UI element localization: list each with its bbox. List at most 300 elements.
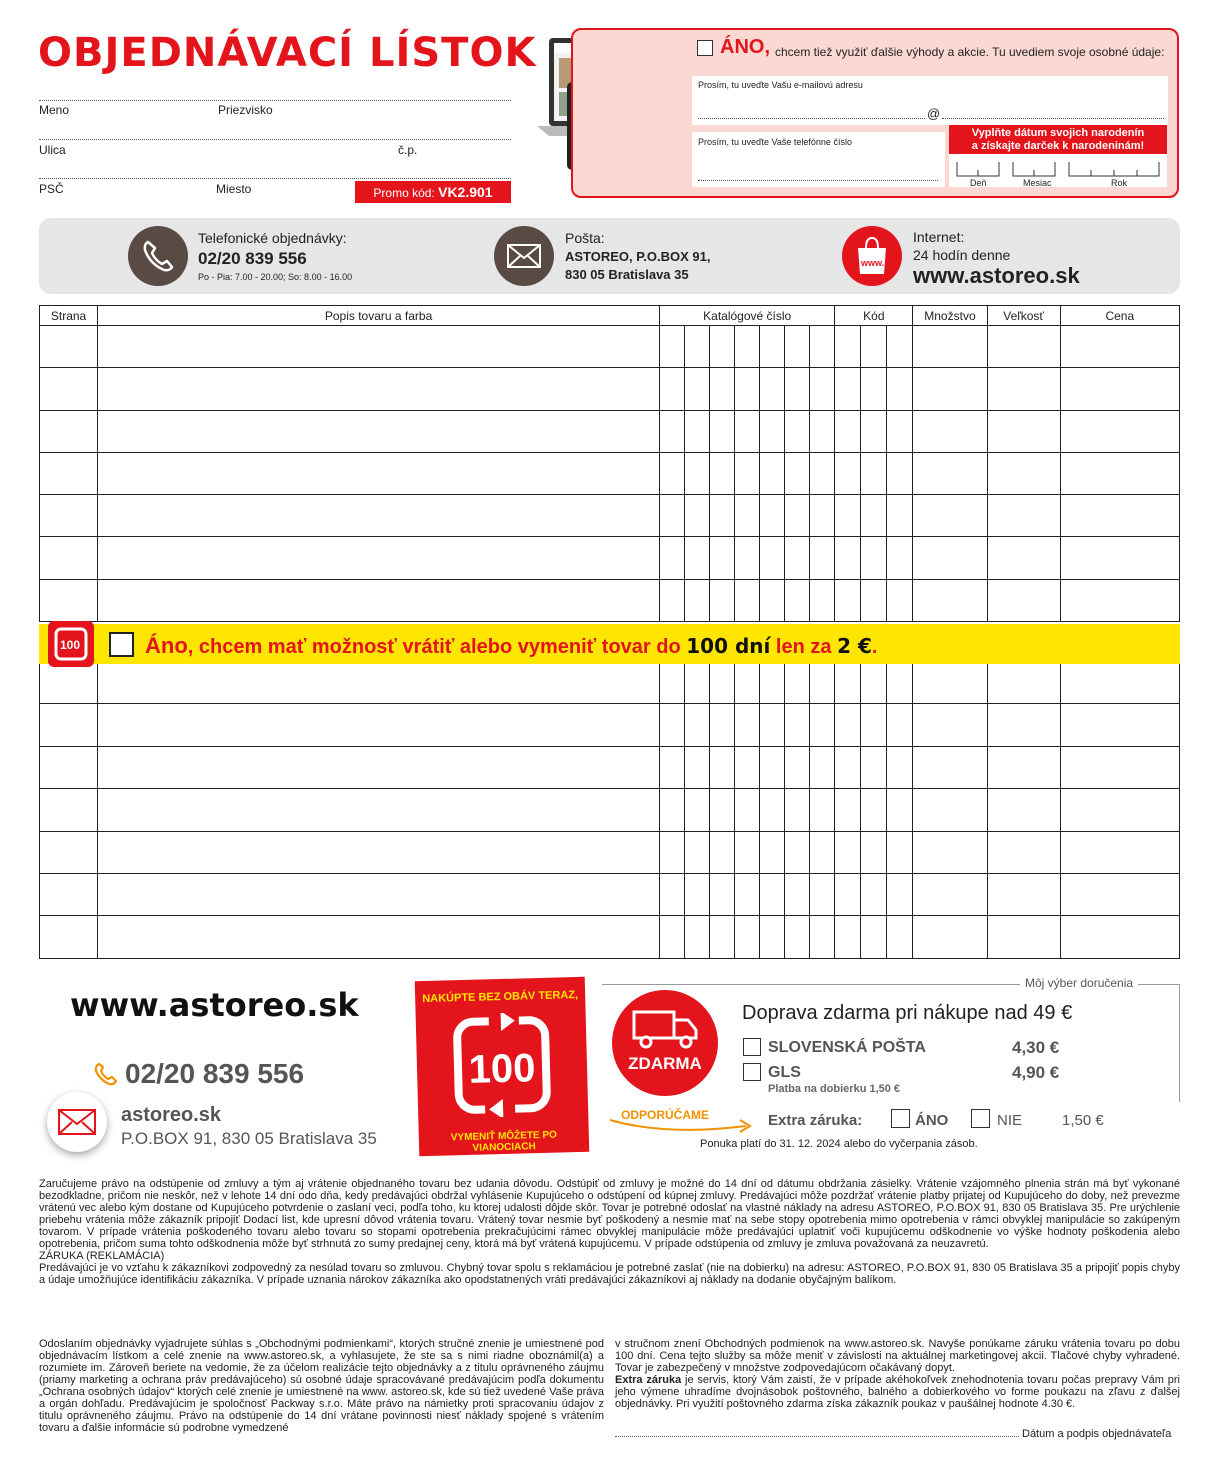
order-cell[interactable] [40, 326, 98, 368]
order-cell[interactable] [685, 579, 710, 621]
phone-label: Prosím, tu uveďte Vaše telefónne číslo [698, 137, 852, 147]
order-cell[interactable] [40, 579, 98, 621]
order-cell[interactable] [810, 537, 835, 579]
order-cell[interactable] [1060, 368, 1179, 410]
optin-text: chcem tiež využiť ďalšie výhody a akcie. Tu uvediem svoje osobné údaje: [775, 45, 1165, 59]
order-cell[interactable] [835, 452, 861, 494]
order-cell[interactable] [835, 704, 861, 746]
order-cell[interactable] [735, 579, 760, 621]
order-cell[interactable] [785, 495, 810, 537]
order-cell[interactable] [40, 831, 98, 873]
order-cell[interactable] [987, 495, 1060, 537]
order-cell[interactable] [660, 579, 685, 621]
order-cell[interactable] [887, 537, 913, 579]
order-cell[interactable] [735, 916, 760, 958]
order-cell[interactable] [98, 368, 660, 410]
legal-withdrawal: Zaručujeme právo na odstúpenie od zmluvy a tým aj vrátenie objednaného tovaru bez udania dôvodu. Odstúpiť od zmluvy je možné do 14 dní od dátumu obdržania zásielky. Vrátenie vzájomného plnenia strán má byť vykonané bezodkladne, pričom nie neskôr, než v lehote 14 dní odo dňa, kedy predávajúci obdržal vyhlásenie Kupujúceho o odstúpení od kúpnej zmluvy. Predávajúci môže pozdržať vrátenie platby prijatej od Kupujúceho do doby, než prevezme vrátenú vec alebo kým dostane od Kupujúceho potvrdenie o zaslaní veci, podľa toho, ku ktorej udalosti dôjde skôr. Tovar je potrebné odoslať na vlastné náklady na adresu ASTOREO, P.O.BOX 91, 830 05 Bratislava 35. Pre urýchlenie priebehu vrátenia môže zákazník pripojiť Dodací list, kde upresní dôvod vrátenia tovaru. Vrátený tovar nesmie byť poškodený a nesmie mať na sebe stopy opotrebenia mimo opotrebenia v rámci obvyklej manipulácie so zakúpeným tovarom. V prípade vrátenia poškodeného tovaru alebo tovaru so stopami opotrebenia prekračujúcimi rámec obvyklej manipulácie môže predávajúci uplatniť voči kupujúcemu odškodnenie vo výške hodnoty poškodenia alebo opotrebenia, pričom suma tohto odškodnenia môže byť strhnutá zo sumy predajnej ceny, ktorá má byť vrátená kupujúcemu. V prípade odstúpenia od zmluvy je zmluva považovaná za neuzavretú. [39, 1178, 1180, 1250]
order-cell[interactable] [660, 789, 685, 831]
warranty-no-checkbox[interactable] [971, 1109, 990, 1128]
order-cell[interactable] [760, 495, 785, 537]
order-cell[interactable] [710, 326, 735, 368]
order-row[interactable] [40, 789, 1180, 831]
gls-checkbox[interactable] [743, 1063, 761, 1081]
order-cell[interactable] [785, 452, 810, 494]
order-cell[interactable] [913, 368, 987, 410]
order-cell[interactable] [861, 662, 887, 704]
order-cell[interactable] [913, 537, 987, 579]
email-local-input[interactable] [698, 118, 925, 119]
order-cell[interactable] [760, 537, 785, 579]
order-cell[interactable] [685, 326, 710, 368]
order-cell[interactable] [710, 874, 735, 916]
order-cell[interactable] [710, 495, 735, 537]
order-cell[interactable] [735, 874, 760, 916]
street-line[interactable] [39, 139, 511, 140]
order-cell[interactable] [98, 410, 660, 452]
birthdate-input[interactable] [955, 160, 1163, 180]
order-cell[interactable] [913, 746, 987, 788]
order-cell[interactable] [40, 916, 98, 958]
order-cell[interactable] [987, 916, 1060, 958]
order-cell[interactable] [98, 789, 660, 831]
order-cell[interactable] [887, 368, 913, 410]
badge-number: 100 [468, 1046, 537, 1092]
email-domain-input[interactable] [942, 118, 1164, 119]
order-cell[interactable] [660, 410, 685, 452]
order-cell[interactable] [835, 831, 861, 873]
order-cell[interactable] [835, 916, 861, 958]
return-text2: len za [770, 636, 838, 658]
order-cell[interactable] [1060, 704, 1179, 746]
order-cell[interactable] [98, 495, 660, 537]
order-cell[interactable] [660, 916, 685, 958]
order-cell[interactable] [40, 662, 98, 704]
order-cell[interactable] [660, 368, 685, 410]
order-cell[interactable] [785, 662, 810, 704]
order-cell[interactable] [1060, 452, 1179, 494]
order-cell[interactable] [810, 368, 835, 410]
order-cell[interactable] [685, 495, 710, 537]
delivery-legend: Môj výber doručenia [1020, 976, 1138, 990]
order-cell[interactable] [735, 746, 760, 788]
order-cell[interactable] [710, 579, 735, 621]
order-cell[interactable] [861, 789, 887, 831]
web-url[interactable]: www.astoreo.sk [913, 263, 1080, 288]
return-badge-text: 100 [60, 638, 81, 652]
order-cell[interactable] [785, 537, 810, 579]
order-cell[interactable] [685, 452, 710, 494]
order-cell[interactable] [861, 410, 887, 452]
order-cell[interactable] [40, 704, 98, 746]
promo-code-box [355, 181, 511, 203]
order-row[interactable] [40, 662, 1180, 704]
order-row[interactable] [40, 537, 1180, 579]
order-cell[interactable] [987, 746, 1060, 788]
order-cell[interactable] [987, 326, 1060, 368]
return-offer-text [145, 633, 877, 659]
order-cell[interactable] [760, 831, 785, 873]
order-cell[interactable] [760, 662, 785, 704]
order-cell[interactable] [98, 537, 660, 579]
slovenska-posta-checkbox[interactable] [743, 1038, 761, 1056]
phone-input[interactable] [698, 180, 938, 181]
order-cell[interactable] [913, 874, 987, 916]
order-cell[interactable] [1060, 495, 1179, 537]
order-cell[interactable] [98, 579, 660, 621]
den-label: Deň [970, 178, 987, 188]
order-cell[interactable] [98, 326, 660, 368]
order-cell[interactable] [685, 789, 710, 831]
order-cell[interactable] [98, 704, 660, 746]
order-cell[interactable] [785, 704, 810, 746]
return-days: 100 dní [686, 634, 771, 658]
order-cell[interactable] [760, 789, 785, 831]
order-cell[interactable] [835, 579, 861, 621]
order-cell[interactable] [835, 789, 861, 831]
order-cell[interactable] [810, 916, 835, 958]
order-cell[interactable] [735, 368, 760, 410]
order-cell[interactable] [760, 410, 785, 452]
order-cell[interactable] [40, 495, 98, 537]
order-cell[interactable] [685, 662, 710, 704]
return-offer-checkbox[interactable] [109, 632, 134, 657]
order-cell[interactable] [987, 410, 1060, 452]
order-cell[interactable] [685, 537, 710, 579]
order-cell[interactable] [685, 916, 710, 958]
order-cell[interactable] [913, 662, 987, 704]
return-price: 2 € [837, 634, 872, 658]
order-cell[interactable] [735, 410, 760, 452]
order-cell[interactable] [810, 495, 835, 537]
order-row[interactable] [40, 579, 1180, 621]
order-cell[interactable] [861, 495, 887, 537]
order-cell[interactable] [710, 831, 735, 873]
order-cell[interactable] [913, 579, 987, 621]
order-cell[interactable] [913, 916, 987, 958]
order-cell[interactable] [987, 874, 1060, 916]
promo-code: VK2.901 [438, 184, 493, 200]
order-row[interactable] [40, 368, 1180, 410]
email-label: Prosím, tu uveďte Vašu e-mailovú adresu [698, 80, 863, 90]
order-cell[interactable] [1060, 579, 1179, 621]
order-cell[interactable] [913, 704, 987, 746]
order-cell[interactable] [887, 452, 913, 494]
order-cell[interactable] [40, 789, 98, 831]
order-cell[interactable] [861, 326, 887, 368]
order-cell[interactable] [735, 662, 760, 704]
order-row[interactable] [40, 704, 1180, 746]
recommend-label: ODPORÚČAME [621, 1108, 710, 1122]
return-ano: Áno [145, 633, 188, 658]
order-cell[interactable] [810, 789, 835, 831]
order-cell[interactable] [785, 746, 810, 788]
header-popis: Popis tovaru a farba [98, 306, 660, 326]
post-title: Pošta: [565, 230, 605, 246]
order-cell[interactable] [98, 831, 660, 873]
order-cell[interactable] [710, 537, 735, 579]
order-cell[interactable] [760, 368, 785, 410]
order-cell[interactable] [835, 874, 861, 916]
order-cell[interactable] [887, 410, 913, 452]
order-cell[interactable] [710, 704, 735, 746]
order-cell[interactable] [40, 410, 98, 452]
signature-line[interactable] [615, 1436, 1019, 1437]
post-line2: 830 05 Bratislava 35 [565, 267, 689, 282]
order-cell[interactable] [1060, 746, 1179, 788]
order-cell[interactable] [987, 789, 1060, 831]
order-cell[interactable] [913, 452, 987, 494]
order-cell[interactable] [710, 746, 735, 788]
order-cell[interactable] [887, 789, 913, 831]
order-cell[interactable] [760, 452, 785, 494]
legal-warranty-title: ZÁRUKA (REKLAMÁCIA) [39, 1250, 165, 1262]
order-cell[interactable] [735, 452, 760, 494]
optin-checkbox[interactable] [697, 40, 713, 56]
order-cell[interactable] [987, 579, 1060, 621]
order-cell[interactable] [810, 831, 835, 873]
mail-icon [494, 226, 554, 286]
order-cell[interactable] [810, 662, 835, 704]
order-cell[interactable] [40, 874, 98, 916]
header-katalogove-cislo: Katalógové číslo [660, 306, 835, 326]
phone-number[interactable]: 02/20 839 556 [198, 249, 307, 268]
order-cell[interactable] [913, 831, 987, 873]
order-cell[interactable] [710, 916, 735, 958]
order-cell[interactable] [1060, 537, 1179, 579]
order-cell[interactable] [835, 368, 861, 410]
order-cell[interactable] [810, 579, 835, 621]
order-cell[interactable] [40, 537, 98, 579]
order-cell[interactable] [660, 746, 685, 788]
header-velkost: Veľkosť [987, 306, 1060, 326]
order-row[interactable] [40, 410, 1180, 452]
order-cell[interactable] [760, 746, 785, 788]
legal-guarantee-text: v stručnom znení Obchodných podmienok na www.astoreo.sk. Navyše ponúkame záruku vrátenia tovaru po dobu 100 dní. Cena tejto služby sa môže meniť v závislosti na aktuálnej marketingovej akcii. Tlačové chyby vyhradené. Tovar je zabezpečený v množstve zodpovedajúcom očakávaný dopyt. [615, 1338, 1180, 1374]
order-cell[interactable] [98, 452, 660, 494]
order-cell[interactable] [785, 368, 810, 410]
order-cell[interactable] [887, 831, 913, 873]
order-cell[interactable] [735, 326, 760, 368]
footer-mail-address: P.O.BOX 91, 830 05 Bratislava 35 [121, 1129, 377, 1148]
order-cell[interactable] [987, 452, 1060, 494]
order-row[interactable] [40, 874, 1180, 916]
header-kod: Kód [835, 306, 913, 326]
footer-url[interactable]: www.astoreo.sk [70, 986, 359, 1024]
order-cell[interactable] [98, 874, 660, 916]
order-cell[interactable] [710, 662, 735, 704]
order-cell[interactable] [861, 746, 887, 788]
order-cell[interactable] [660, 662, 685, 704]
order-row[interactable] [40, 452, 1180, 494]
order-cell[interactable] [660, 326, 685, 368]
warranty-label: Extra záruka: [768, 1112, 863, 1129]
zdarma-text: ZDARMA [628, 1054, 702, 1073]
order-cell[interactable] [735, 495, 760, 537]
order-cell[interactable] [913, 495, 987, 537]
order-cell[interactable] [40, 452, 98, 494]
bday-line1: Vyplňte dátum svojich narodenín [971, 127, 1145, 139]
order-cell[interactable] [887, 579, 913, 621]
order-cell[interactable] [660, 874, 685, 916]
promo-label: Promo kód: [373, 186, 435, 200]
order-cell[interactable] [835, 662, 861, 704]
order-cell[interactable] [987, 704, 1060, 746]
order-cell[interactable] [760, 916, 785, 958]
return-100-icon [48, 621, 94, 667]
meno-label: Meno [39, 103, 70, 117]
order-cell[interactable] [861, 537, 887, 579]
order-cell[interactable] [887, 495, 913, 537]
order-cell[interactable] [685, 831, 710, 873]
order-cell[interactable] [1060, 789, 1179, 831]
miesto-label: Miesto [216, 182, 252, 196]
order-cell[interactable] [887, 874, 913, 916]
order-cell[interactable] [887, 326, 913, 368]
order-cell[interactable] [861, 831, 887, 873]
order-cell[interactable] [887, 662, 913, 704]
order-row[interactable] [40, 746, 1180, 788]
order-cell[interactable] [735, 704, 760, 746]
badge-bottom-text: VYMENIŤ MÔŽETE PO VIANOCIACH [450, 1129, 558, 1154]
cod-text: Platba na dobierku 1,50 € [768, 1083, 901, 1095]
order-cell[interactable] [835, 410, 861, 452]
order-cell[interactable] [98, 662, 660, 704]
order-cell[interactable] [835, 746, 861, 788]
rok-label: Rok [1111, 178, 1128, 188]
order-row[interactable] [40, 831, 1180, 873]
legal-consent: Odoslaním objednávky vyjadrujete súhlas s „Obchodnými podmienkami“, ktorých stručné znenie je umiestnené pod objednávacím lístkom a celé znenie na www.astoreo.sk, a vyhlasujete, že ste sa s nimi riadne oboznámil(a) a rozumiete im. Zároveň beriete na vedomie, že za účelom realizácie tejto objednávky a z titulu oprávneného záujmu (priamy marketing a ochrana práv predávajúceho) sú osobné údaje spracovávané predávajúcim podľa dokumentu „Ochrana osobných údajov“ ktorých celé znenie je umiestnené na www. astoreo.sk, kde sú tiež uvedené Vaše práva a orgán dohľadu. Predávajúcim je spoločnosť Packway s.r.o. Máte právo na námietky proti spracovaniu údajov z titulu oprávneného záujmu. Právo na odstúpenie do 14 dní vrátane povinnosti niesť náklady spojené s vrátením tovaru a ďalšie informácie sú podrobne vymedzené [39, 1338, 604, 1434]
order-cell[interactable] [660, 452, 685, 494]
order-cell[interactable] [810, 326, 835, 368]
order-cell[interactable] [735, 789, 760, 831]
name-line[interactable] [39, 100, 511, 101]
mesiac-label: Mesiac [1023, 178, 1052, 188]
order-cell[interactable] [835, 326, 861, 368]
order-cell[interactable] [710, 789, 735, 831]
order-cell[interactable] [785, 789, 810, 831]
footer-mail-name: astoreo.sk [121, 1104, 222, 1126]
order-cell[interactable] [861, 452, 887, 494]
price-gls: 4,90 € [1012, 1063, 1060, 1082]
order-cell[interactable] [685, 874, 710, 916]
order-cell[interactable] [98, 916, 660, 958]
header-mnozstvo: Množstvo [913, 306, 987, 326]
order-cell[interactable] [887, 704, 913, 746]
order-cell[interactable] [1060, 916, 1179, 958]
order-cell[interactable] [660, 537, 685, 579]
order-cell[interactable] [987, 662, 1060, 704]
order-cell[interactable] [40, 368, 98, 410]
option-slovenska-posta: SLOVENSKÁ POŠTA [768, 1039, 926, 1056]
order-cell[interactable] [40, 746, 98, 788]
order-cell[interactable] [785, 579, 810, 621]
order-cell[interactable] [685, 704, 710, 746]
order-cell[interactable] [861, 704, 887, 746]
order-cell[interactable] [1060, 326, 1179, 368]
phone-hours: Po - Pia: 7.00 - 20.00; So: 8.00 - 16.00 [198, 272, 353, 282]
order-cell[interactable] [685, 368, 710, 410]
order-cell[interactable] [710, 452, 735, 494]
order-cell[interactable] [1060, 410, 1179, 452]
order-cell[interactable] [913, 410, 987, 452]
order-cell[interactable] [710, 368, 735, 410]
order-cell[interactable] [861, 916, 887, 958]
order-cell[interactable] [987, 368, 1060, 410]
free-delivery-badge [612, 990, 718, 1096]
priezvisko-label: Priezvisko [218, 103, 273, 117]
order-cell[interactable] [887, 746, 913, 788]
badge-top-text: NAKÚPTE BEZ OBÁV TERAZ, [422, 988, 579, 1006]
order-cell[interactable] [810, 452, 835, 494]
order-row[interactable] [40, 326, 1180, 368]
bday-line2: a získajte darček k narodeninám! [971, 140, 1145, 152]
order-cell[interactable] [1060, 662, 1179, 704]
order-cell[interactable] [987, 831, 1060, 873]
order-cell[interactable] [835, 537, 861, 579]
order-cell[interactable] [685, 746, 710, 788]
cp-label: č.p. [398, 143, 418, 157]
order-cell[interactable] [660, 704, 685, 746]
order-cell[interactable] [785, 874, 810, 916]
order-cell[interactable] [660, 495, 685, 537]
order-cell[interactable] [760, 579, 785, 621]
order-cell[interactable] [760, 326, 785, 368]
page-title: OBJEDNÁVACÍ LÍSTOK [38, 30, 537, 76]
order-cell[interactable] [810, 410, 835, 452]
post-line1: ASTOREO, P.O.BOX 91, [565, 249, 711, 264]
order-cell[interactable] [760, 704, 785, 746]
order-cell[interactable] [785, 410, 810, 452]
email-at: @ [927, 106, 941, 121]
birthday-banner [949, 125, 1167, 154]
ulica-label: Ulica [39, 143, 66, 157]
option-gls: GLS [768, 1064, 801, 1081]
order-cell[interactable] [685, 410, 710, 452]
order-row[interactable] [40, 916, 1180, 958]
order-cell[interactable] [987, 537, 1060, 579]
signature-label: Dátum a podpis objednávateľa [1022, 1428, 1172, 1440]
order-cell[interactable] [785, 916, 810, 958]
order-cell[interactable] [735, 537, 760, 579]
order-cell[interactable] [810, 704, 835, 746]
order-cell[interactable] [810, 746, 835, 788]
order-cell[interactable] [861, 368, 887, 410]
order-cell[interactable] [887, 916, 913, 958]
order-cell[interactable] [710, 410, 735, 452]
city-line[interactable] [39, 178, 511, 179]
order-cell[interactable] [735, 831, 760, 873]
order-cell[interactable] [760, 874, 785, 916]
order-cell[interactable] [1060, 874, 1179, 916]
free-delivery-text: Doprava zdarma pri nákupe nad 49 € [742, 1002, 1073, 1024]
price-slovenska-posta: 4,30 € [1012, 1038, 1060, 1057]
order-cell[interactable] [785, 831, 810, 873]
order-cell[interactable] [861, 579, 887, 621]
order-cell[interactable] [861, 874, 887, 916]
warranty-yes-checkbox[interactable] [891, 1109, 910, 1128]
order-cell[interactable] [660, 831, 685, 873]
order-cell[interactable] [98, 746, 660, 788]
order-cell[interactable] [785, 326, 810, 368]
order-cell[interactable] [810, 874, 835, 916]
order-cell[interactable] [1060, 831, 1179, 873]
order-cell[interactable] [835, 495, 861, 537]
shopping-bag-icon [842, 226, 902, 286]
order-cell[interactable] [913, 326, 987, 368]
order-cell[interactable] [913, 789, 987, 831]
order-row[interactable] [40, 495, 1180, 537]
footer-phone[interactable]: 02/20 839 556 [125, 1058, 305, 1089]
